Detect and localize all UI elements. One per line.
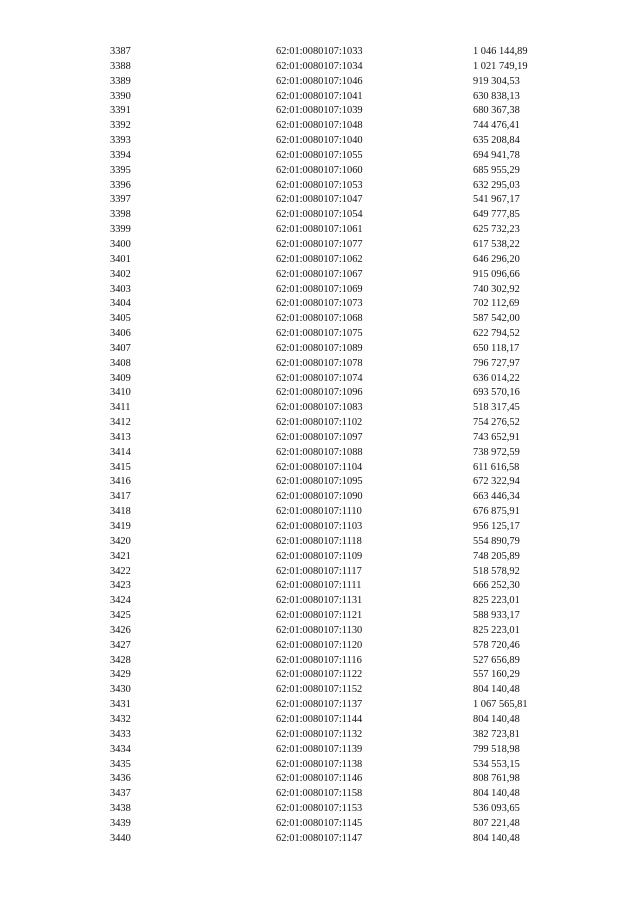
table-row	[0, 119, 640, 134]
row-number: 3392	[110, 120, 131, 132]
table-row	[0, 728, 640, 743]
row-number: 3432	[110, 713, 131, 725]
cadastral-number: 62:01:0080107:1146	[276, 773, 363, 785]
cadastral-value: 825 223,01	[473, 595, 520, 607]
cadastral-number: 62:01:0080107:1090	[276, 491, 363, 503]
table-row	[0, 223, 640, 238]
table-row	[0, 357, 640, 372]
cadastral-number: 62:01:0080107:1116	[276, 654, 362, 666]
cadastral-number: 62:01:0080107:1130	[276, 624, 363, 636]
cadastral-number: 62:01:0080107:1153	[276, 803, 363, 815]
cadastral-value: 676 875,91	[473, 506, 520, 518]
cadastral-number: 62:01:0080107:1073	[276, 298, 363, 310]
row-number: 3415	[110, 461, 131, 473]
cadastral-value: 650 118,17	[473, 342, 520, 354]
table-row	[0, 817, 640, 832]
cadastral-value: 518 317,45	[473, 402, 520, 414]
cadastral-value: 527 656,89	[473, 654, 520, 666]
table-row	[0, 579, 640, 594]
cadastral-number: 62:01:0080107:1120	[276, 639, 363, 651]
row-number: 3389	[110, 75, 131, 87]
table-row	[0, 698, 640, 713]
cadastral-value: 702 112,69	[473, 298, 520, 310]
cadastral-value: 915 096,66	[473, 268, 520, 280]
table-row	[0, 60, 640, 75]
row-number: 3435	[110, 758, 131, 770]
row-number: 3418	[110, 506, 131, 518]
table-row	[0, 238, 640, 253]
table-row	[0, 149, 640, 164]
cadastral-number: 62:01:0080107:1074	[276, 372, 363, 384]
table-row	[0, 208, 640, 223]
table-row	[0, 565, 640, 580]
row-number: 3402	[110, 268, 131, 280]
table-row	[0, 758, 640, 773]
cadastral-value: 740 302,92	[473, 283, 520, 295]
cadastral-value: 956 125,17	[473, 521, 520, 532]
table-row	[0, 668, 640, 683]
table-row	[0, 75, 640, 90]
cadastral-number: 62:01:0080107:1102	[276, 417, 363, 429]
cadastral-number: 62:01:0080107:1139	[276, 743, 363, 755]
cadastral-number: 62:01:0080107:1111	[276, 580, 362, 592]
cadastral-number: 62:01:0080107:1053	[276, 179, 363, 191]
table-row	[0, 193, 640, 208]
cadastral-number: 62:01:0080107:1109	[276, 550, 363, 562]
cadastral-number: 62:01:0080107:1137	[276, 699, 363, 711]
row-number: 3396	[110, 179, 131, 191]
cadastral-value: 611 616,58	[473, 461, 520, 473]
row-number: 3431	[110, 699, 131, 711]
row-number: 3428	[110, 654, 131, 666]
row-number: 3411	[110, 402, 131, 414]
cadastral-value: 536 093,65	[473, 803, 520, 815]
table-row	[0, 431, 640, 446]
cadastral-number: 62:01:0080107:1069	[276, 283, 363, 295]
row-number: 3405	[110, 313, 131, 325]
table-row	[0, 505, 640, 520]
cadastral-value: 672 322,94	[473, 476, 520, 488]
cadastral-number: 62:01:0080107:1152	[276, 684, 363, 696]
table-row	[0, 594, 640, 609]
row-number: 3397	[110, 194, 131, 206]
table-row	[0, 683, 640, 698]
cadastral-value: 646 296,20	[473, 253, 520, 265]
cadastral-number: 62:01:0080107:1062	[276, 253, 363, 265]
row-number: 3416	[110, 476, 131, 488]
row-number: 3439	[110, 817, 131, 829]
row-number: 3399	[110, 224, 131, 236]
cadastral-number: 62:01:0080107:1147	[276, 832, 363, 844]
cadastral-number: 62:01:0080107:1067	[276, 268, 363, 280]
table-row	[0, 624, 640, 639]
table-row	[0, 312, 640, 327]
cadastral-value: 534 553,15	[473, 758, 520, 770]
cadastral-number: 62:01:0080107:1131	[276, 595, 363, 607]
cadastral-number: 62:01:0080107:1144	[276, 713, 363, 725]
cadastral-value: 799 518,98	[473, 743, 520, 755]
row-number: 3410	[110, 387, 131, 399]
cadastral-value: 680 367,38	[473, 105, 520, 117]
cadastral-value: 807 221,48	[473, 817, 520, 829]
row-number: 3436	[110, 773, 131, 785]
cadastral-number: 62:01:0080107:1097	[276, 431, 363, 443]
table-row	[0, 372, 640, 387]
cadastral-value: 632 295,03	[473, 179, 520, 191]
cadastral-value: 635 208,84	[473, 135, 520, 147]
cadastral-value: 748 205,89	[473, 550, 520, 562]
cadastral-number: 62:01:0080107:1145	[276, 817, 363, 829]
row-number: 3401	[110, 253, 131, 265]
cadastral-number: 62:01:0080107:1088	[276, 446, 363, 458]
row-number: 3408	[110, 357, 131, 369]
table-row	[0, 134, 640, 149]
cadastral-number: 62:01:0080107:1089	[276, 342, 363, 354]
cadastral-value: 1 067 565,81	[473, 699, 528, 711]
row-number: 3398	[110, 209, 131, 221]
table-row	[0, 327, 640, 342]
cadastral-value: 738 972,59	[473, 446, 520, 458]
cadastral-value: 649 777,85	[473, 209, 520, 221]
cadastral-value: 1 046 144,89	[473, 46, 528, 57]
cadastral-number: 62:01:0080107:1061	[276, 224, 363, 236]
cadastral-value: 382 723,81	[473, 728, 520, 740]
cadastral-value: 808 761,98	[473, 773, 520, 785]
row-number: 3394	[110, 149, 131, 161]
table-row	[0, 802, 640, 817]
cadastral-value: 825 223,01	[473, 624, 520, 636]
row-number: 3414	[110, 446, 131, 458]
cadastral-number: 62:01:0080107:1041	[276, 90, 363, 102]
table-row	[0, 832, 640, 847]
cadastral-value: 663 446,34	[473, 491, 520, 503]
cadastral-number: 62:01:0080107:1103	[276, 521, 363, 532]
cadastral-value: 666 252,30	[473, 580, 520, 592]
cadastral-number: 62:01:0080107:1046	[276, 75, 363, 87]
row-number: 3426	[110, 624, 131, 636]
table-row	[0, 268, 640, 283]
cadastral-number: 62:01:0080107:1117	[276, 565, 362, 577]
row-number: 3423	[110, 580, 131, 592]
cadastral-value: 617 538,22	[473, 238, 520, 250]
cadastral-value: 754 276,52	[473, 417, 520, 429]
table-row	[0, 253, 640, 268]
row-number: 3406	[110, 328, 131, 340]
row-number: 3403	[110, 283, 131, 295]
cadastral-number: 62:01:0080107:1132	[276, 728, 363, 740]
cadastral-number: 62:01:0080107:1055	[276, 149, 363, 161]
cadastral-number: 62:01:0080107:1068	[276, 313, 363, 325]
row-number: 3440	[110, 832, 131, 844]
cadastral-value: 1 021 749,19	[473, 60, 528, 72]
row-number: 3413	[110, 431, 131, 443]
row-number: 3438	[110, 803, 131, 815]
cadastral-value: 625 732,23	[473, 224, 520, 236]
row-number: 3429	[110, 669, 131, 681]
row-number: 3395	[110, 164, 131, 176]
cadastral-value: 743 652,91	[473, 431, 520, 443]
row-number: 3437	[110, 788, 131, 800]
row-number: 3400	[110, 238, 131, 250]
table-row	[0, 416, 640, 431]
row-number: 3425	[110, 610, 131, 622]
table-row	[0, 104, 640, 119]
cadastral-number: 62:01:0080107:1118	[276, 535, 362, 547]
cadastral-value: 588 933,17	[473, 610, 520, 622]
table-row	[0, 461, 640, 476]
row-number: 3407	[110, 342, 131, 354]
table-row	[0, 401, 640, 416]
cadastral-number: 62:01:0080107:1039	[276, 105, 363, 117]
cadastral-value: 554 890,79	[473, 535, 520, 547]
table-row	[0, 787, 640, 802]
cadastral-value: 636 014,22	[473, 372, 520, 384]
cadastral-value: 804 140,48	[473, 788, 520, 800]
cadastral-number: 62:01:0080107:1077	[276, 238, 363, 250]
row-number: 3419	[110, 521, 131, 532]
row-number: 3434	[110, 743, 131, 755]
cadastral-value: 804 140,48	[473, 832, 520, 844]
cadastral-value: 630 838,13	[473, 90, 520, 102]
cadastral-number: 62:01:0080107:1096	[276, 387, 363, 399]
row-number: 3387	[110, 46, 131, 57]
cadastral-value: 804 140,48	[473, 684, 520, 696]
cadastral-number: 62:01:0080107:1048	[276, 120, 363, 132]
cadastral-value: 587 542,00	[473, 313, 520, 325]
cadastral-number: 62:01:0080107:1078	[276, 357, 363, 369]
cadastral-number: 62:01:0080107:1034	[276, 60, 363, 72]
table-row	[0, 446, 640, 461]
cadastral-value: 744 476,41	[473, 120, 520, 132]
table-row	[0, 654, 640, 669]
cadastral-number: 62:01:0080107:1138	[276, 758, 363, 770]
cadastral-number: 62:01:0080107:1104	[276, 461, 363, 473]
cadastral-value: 541 967,17	[473, 194, 520, 206]
cadastral-number: 62:01:0080107:1033	[276, 46, 363, 57]
table-row	[0, 179, 640, 194]
row-number: 3424	[110, 595, 131, 607]
table-row	[0, 490, 640, 505]
cadastral-number: 62:01:0080107:1095	[276, 476, 363, 488]
table-row	[0, 520, 640, 535]
cadastral-number: 62:01:0080107:1083	[276, 402, 363, 414]
cadastral-value: 578 720,46	[473, 639, 520, 651]
cadastral-value: 796 727,97	[473, 357, 520, 369]
table-row	[0, 386, 640, 401]
cadastral-value: 804 140,48	[473, 713, 520, 725]
row-number: 3409	[110, 372, 131, 384]
row-number: 3430	[110, 684, 131, 696]
table-row	[0, 713, 640, 728]
cadastral-value: 919 304,53	[473, 75, 520, 87]
cadastral-value: 518 578,92	[473, 565, 520, 577]
table-row	[0, 342, 640, 357]
row-number: 3421	[110, 550, 131, 562]
table-row	[0, 283, 640, 298]
table-row	[0, 45, 640, 60]
table-row	[0, 535, 640, 550]
row-number: 3427	[110, 639, 131, 651]
row-number: 3388	[110, 60, 131, 72]
cadastral-number: 62:01:0080107:1110	[276, 506, 362, 518]
cadastral-number: 62:01:0080107:1047	[276, 194, 363, 206]
cadastral-number: 62:01:0080107:1060	[276, 164, 363, 176]
cadastral-number: 62:01:0080107:1121	[276, 610, 363, 622]
row-number: 3391	[110, 105, 131, 117]
cadastral-value: 557 160,29	[473, 669, 520, 681]
cadastral-value: 622 794,52	[473, 328, 520, 340]
row-number: 3433	[110, 728, 131, 740]
row-number: 3404	[110, 298, 131, 310]
row-number: 3412	[110, 417, 131, 429]
cadastral-value: 693 570,16	[473, 387, 520, 399]
row-number: 3420	[110, 535, 131, 547]
table-row	[0, 550, 640, 565]
row-number: 3390	[110, 90, 131, 102]
table-row	[0, 743, 640, 758]
cadastral-number: 62:01:0080107:1075	[276, 328, 363, 340]
table-row	[0, 475, 640, 490]
table-row	[0, 164, 640, 179]
cadastral-number: 62:01:0080107:1158	[276, 788, 363, 800]
row-number: 3417	[110, 491, 131, 503]
row-number: 3422	[110, 565, 131, 577]
table-row	[0, 609, 640, 624]
table-row	[0, 297, 640, 312]
cadastral-number: 62:01:0080107:1040	[276, 135, 363, 147]
cadastral-value-table	[0, 45, 640, 847]
table-row	[0, 772, 640, 787]
cadastral-value: 694 941,78	[473, 149, 520, 161]
table-row	[0, 639, 640, 654]
cadastral-number: 62:01:0080107:1054	[276, 209, 363, 221]
cadastral-value: 685 955,29	[473, 164, 520, 176]
cadastral-number: 62:01:0080107:1122	[276, 669, 363, 681]
table-row	[0, 90, 640, 105]
row-number: 3393	[110, 135, 131, 147]
